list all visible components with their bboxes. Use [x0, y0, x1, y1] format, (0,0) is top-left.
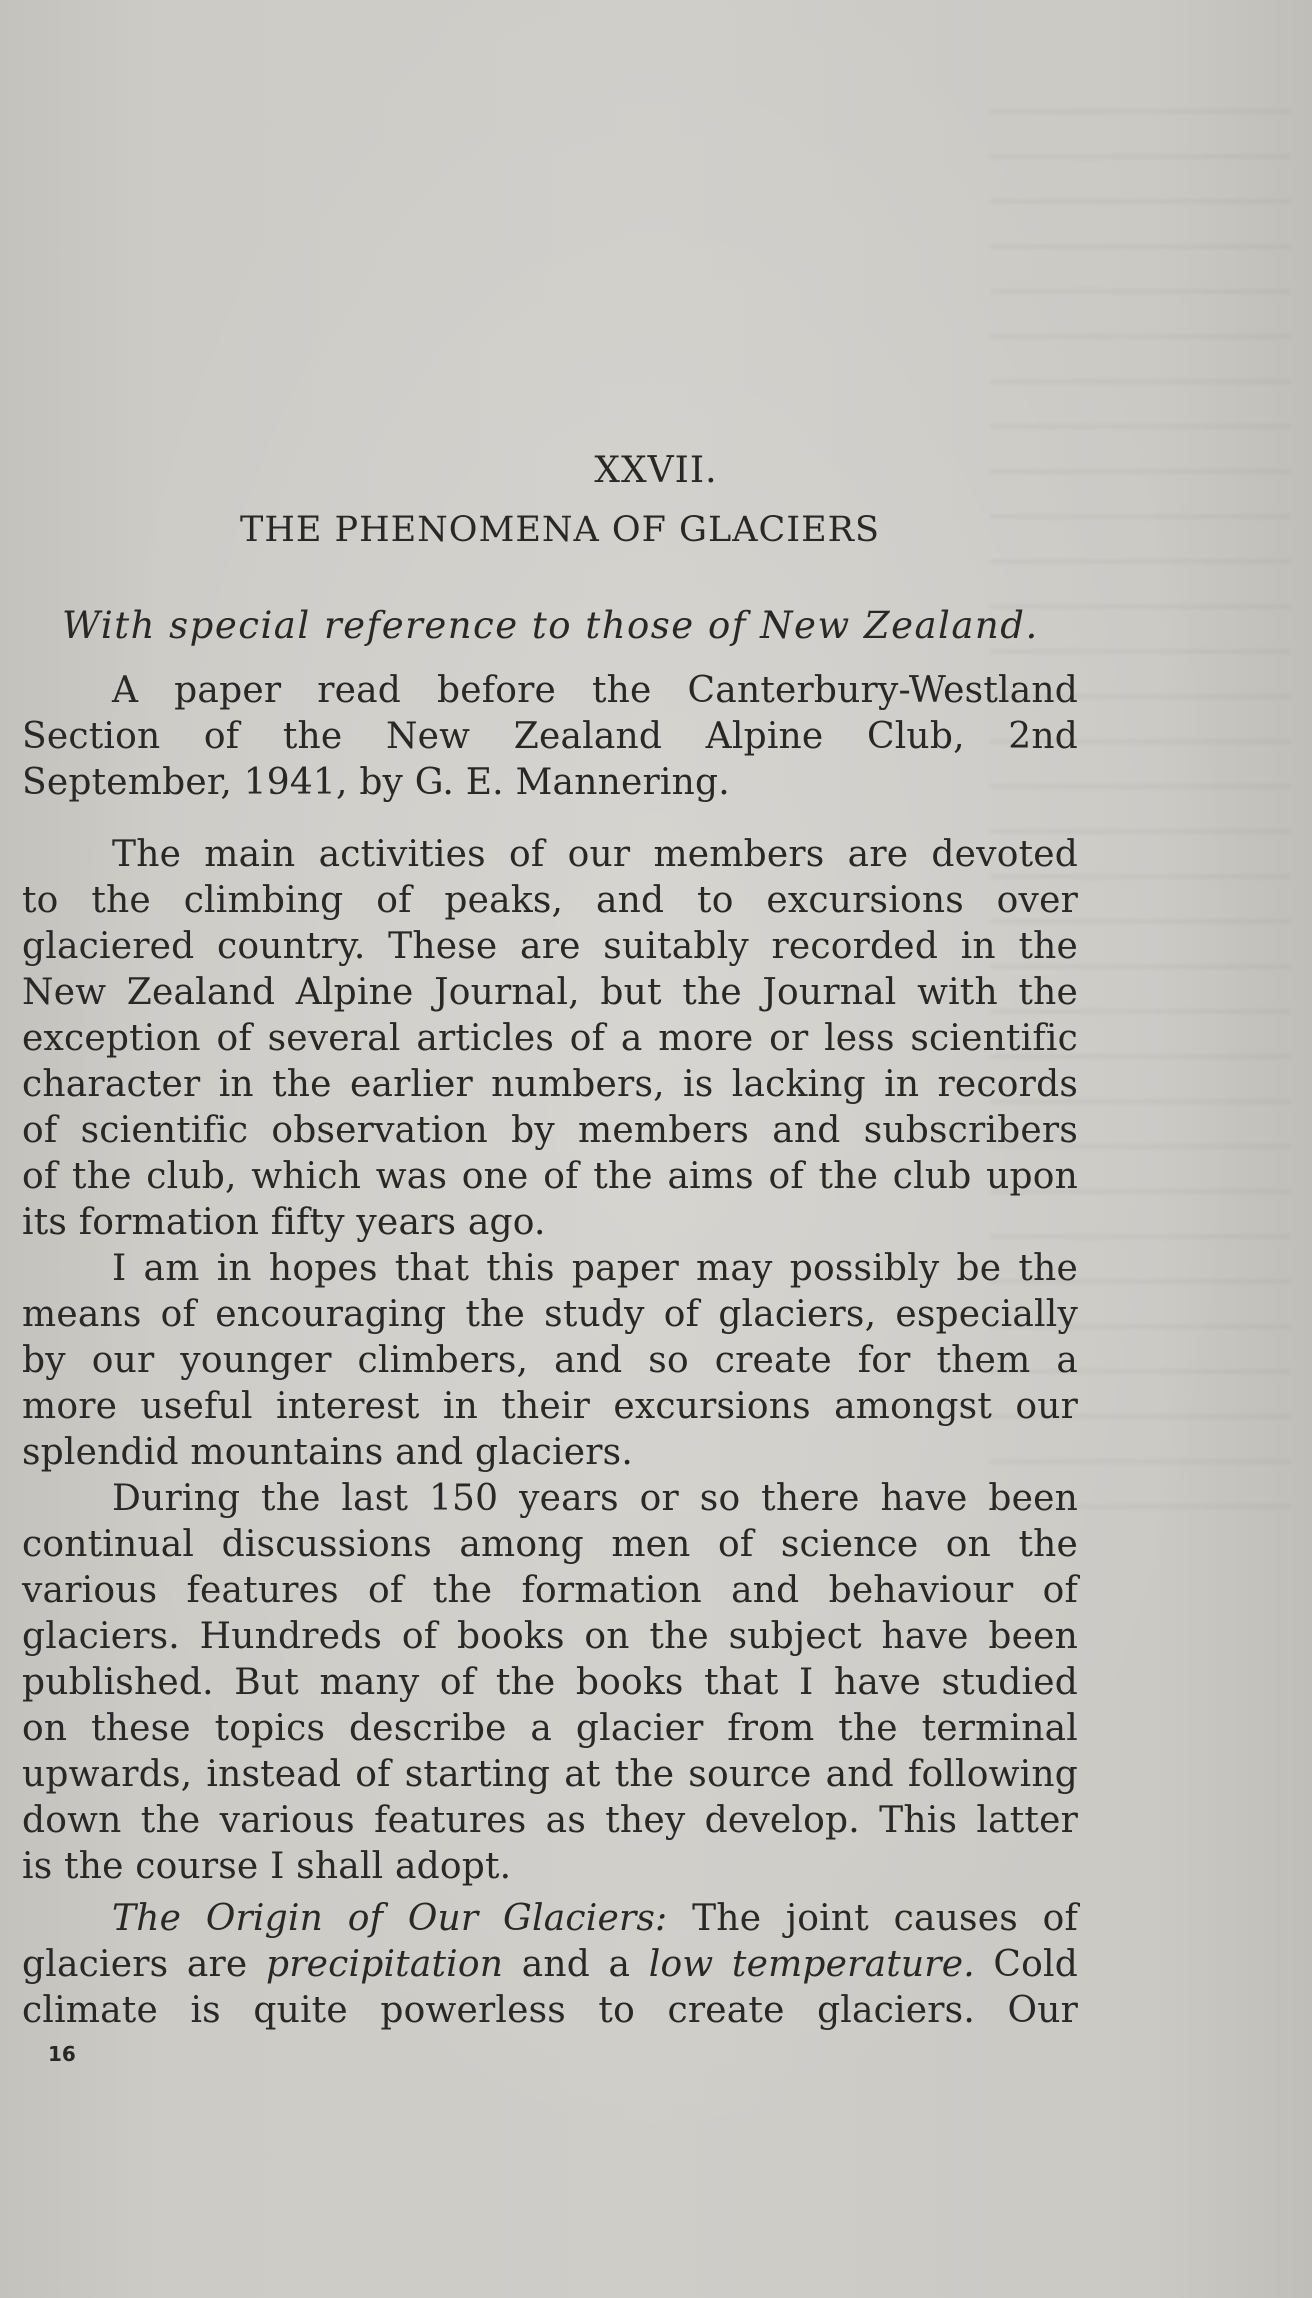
body-line: more useful interest in their excursions amongst our — [22, 1386, 1078, 1427]
inline-text: glaciers are — [22, 1944, 248, 1985]
body-line: New Zealand Alpine Journal, but the Journal with the — [22, 972, 1078, 1013]
body-line: its formation fifty years ago. — [22, 1202, 546, 1243]
body-line: climate is quite powerless to create glaciers. Our — [22, 1990, 1078, 2031]
body-line: splendid mountains and glaciers. — [22, 1432, 633, 1473]
body-line: upwards, instead of starting at the source and following — [22, 1754, 1078, 1795]
body-line — [112, 1896, 1078, 1942]
body-line: During the last 150 years or so there have been — [112, 1478, 1078, 1519]
body-line: published. But many of the books that I have studied — [22, 1662, 1078, 1703]
intro-line: September, 1941, by G. E. Mannering. — [22, 762, 730, 803]
intro-line: A paper read before the Canterbury-Westland — [112, 670, 1078, 711]
body-line: to the climbing of peaks, and to excursions over — [22, 880, 1078, 921]
body-line — [22, 1942, 1078, 1988]
body-line: exception of several articles of a more or less scientific — [22, 1018, 1078, 1059]
body-line: glaciered country. These are suitably recorded in the — [22, 926, 1078, 967]
body-line: character in the earlier numbers, is lacking in records — [22, 1064, 1078, 1105]
page-number: 16 — [48, 2042, 76, 2066]
body-line: on these topics describe a glacier from the terminal — [22, 1708, 1078, 1749]
section-heading: The Origin of Our Glaciers: — [112, 1898, 668, 1939]
body-line: I am in hopes that this paper may possibly be the — [112, 1248, 1078, 1289]
inline-text: and a — [521, 1944, 631, 1985]
body-line: by our younger climbers, and so create for them a — [22, 1340, 1078, 1381]
body-line: means of encouraging the study of glaciers, especially — [22, 1294, 1078, 1335]
body-line: is the course I shall adopt. — [22, 1846, 512, 1887]
emphasis-text: precipitation — [265, 1944, 504, 1985]
body-line: down the various features as they develop. This latter — [22, 1800, 1078, 1841]
body-line: of scientific observation by members and subscribers — [22, 1110, 1078, 1151]
article-title: THE PHENOMENA OF GLACIERS — [240, 510, 880, 550]
body-line: various features of the formation and behaviour of — [22, 1570, 1078, 1611]
body-line: of the club, which was one of the aims of the club upon — [22, 1156, 1078, 1197]
article-subtitle: With special reference to those of New Zealand. — [62, 604, 1039, 647]
intro-line: Section of the New Zealand Alpine Club, 2nd — [22, 716, 1078, 757]
emphasis-text: low temperature. — [648, 1944, 975, 1985]
inline-text: The joint causes of — [692, 1898, 1078, 1939]
body-line: glaciers. Hundreds of books on the subject have been — [22, 1616, 1078, 1657]
chapter-number: XXVII. — [594, 450, 718, 491]
body-line: continual discussions among men of science on the — [22, 1524, 1078, 1565]
body-line: The main activities of our members are devoted — [112, 834, 1078, 875]
inline-text: Cold — [993, 1944, 1078, 1985]
